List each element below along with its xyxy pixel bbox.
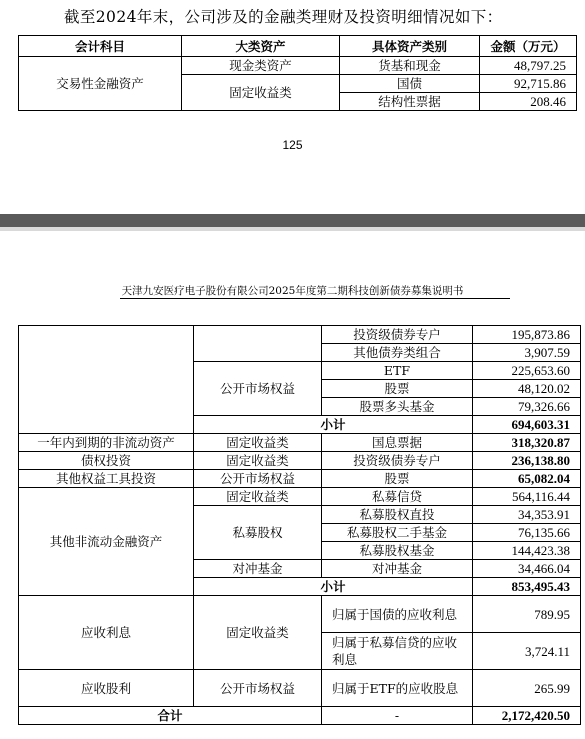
asset-type: 股票多头基金 bbox=[322, 398, 473, 416]
amount: 789.95 bbox=[473, 596, 581, 633]
total-row bbox=[19, 707, 581, 725]
asset-type: 其他债券类组合 bbox=[322, 344, 473, 362]
amount: 48,120.02 bbox=[473, 380, 581, 398]
asset-type: 私募股权基金 bbox=[322, 542, 473, 560]
table-row bbox=[19, 488, 581, 506]
group-label: 交易性金融资产 bbox=[19, 57, 182, 111]
asset-type: 归属于国债的应收利息 bbox=[322, 596, 473, 633]
asset-type: ETF bbox=[322, 362, 473, 380]
account: 其他非流动金融资产 bbox=[19, 488, 194, 596]
asset-class: 私募股权 bbox=[194, 506, 322, 560]
page-separator bbox=[0, 214, 585, 227]
amount: 236,138.80 bbox=[473, 452, 581, 470]
title-underline bbox=[120, 298, 510, 299]
page-separator-shadow bbox=[0, 227, 585, 231]
asset-class: 公开市场权益 bbox=[194, 362, 322, 416]
asset-type: 国息票据 bbox=[322, 434, 473, 452]
amount: 34,353.91 bbox=[473, 506, 581, 524]
account: 其他权益工具投资 bbox=[19, 470, 194, 488]
asset-class: 固定收益类 bbox=[194, 434, 322, 452]
total-label: 合计 bbox=[19, 707, 322, 725]
account: 应收股利 bbox=[19, 670, 194, 707]
asset-type: 私募信贷 bbox=[322, 488, 473, 506]
table-row bbox=[19, 452, 581, 470]
table-row bbox=[19, 326, 581, 344]
asset-type: 股票 bbox=[322, 470, 473, 488]
amount: 48,797.25 bbox=[480, 57, 577, 75]
subtotal-label: 小计 bbox=[194, 416, 473, 434]
account: 应收利息 bbox=[19, 596, 194, 670]
asset-class: 现金类资产 bbox=[182, 57, 340, 75]
amount: 144,423.38 bbox=[473, 542, 581, 560]
financial-table-top bbox=[18, 35, 577, 111]
asset-type: 投资级债券专户 bbox=[322, 452, 473, 470]
amount: 3,724.11 bbox=[473, 633, 581, 670]
amount: 92,715.86 bbox=[480, 75, 577, 93]
total-amount: 2,172,420.50 bbox=[473, 707, 581, 725]
total-dash: - bbox=[322, 707, 473, 725]
header-account: 会计科目 bbox=[19, 36, 182, 57]
asset-type: 国债 bbox=[340, 75, 480, 93]
asset-type: 货基和现金 bbox=[340, 57, 480, 75]
asset-type: 对冲基金 bbox=[322, 560, 473, 578]
header-asset-class: 大类资产 bbox=[182, 36, 340, 57]
table-row bbox=[19, 670, 581, 707]
asset-type: 股票 bbox=[322, 380, 473, 398]
subtotal-amount: 853,495.43 bbox=[473, 578, 581, 596]
account: 债权投资 bbox=[19, 452, 194, 470]
asset-class: 固定收益类 bbox=[194, 452, 322, 470]
table-row bbox=[19, 57, 577, 75]
amount: 76,135.66 bbox=[473, 524, 581, 542]
class-cell-empty bbox=[194, 326, 322, 362]
subtotal-amount: 694,603.31 bbox=[473, 416, 581, 434]
asset-type: 投资级债券专户 bbox=[322, 326, 473, 344]
amount: 318,320.87 bbox=[473, 434, 581, 452]
asset-type: 归属于ETF的应收股息 bbox=[322, 670, 473, 707]
amount: 79,326.66 bbox=[473, 398, 581, 416]
asset-class: 公开市场权益 bbox=[194, 670, 322, 707]
amount: 65,082.04 bbox=[473, 470, 581, 488]
asset-type: 归属于私募信贷的应收利息 bbox=[322, 633, 473, 670]
asset-class: 固定收益类 bbox=[182, 75, 340, 111]
amount: 225,653.60 bbox=[473, 362, 581, 380]
asset-type: 结构性票据 bbox=[340, 93, 480, 111]
asset-type: 私募股权二手基金 bbox=[322, 524, 473, 542]
account-cell-empty bbox=[19, 326, 194, 434]
amount: 265.99 bbox=[473, 670, 581, 707]
asset-class: 对冲基金 bbox=[194, 560, 322, 578]
table-row bbox=[19, 470, 581, 488]
amount: 3,907.59 bbox=[473, 344, 581, 362]
table-row bbox=[19, 434, 581, 452]
financial-table-continued bbox=[18, 325, 581, 725]
header-amount: 金额（万元） bbox=[480, 36, 577, 57]
subtotal-label: 小计 bbox=[194, 578, 473, 596]
asset-class: 固定收益类 bbox=[194, 488, 322, 506]
asset-class: 公开市场权益 bbox=[194, 470, 322, 488]
page-number: 125 bbox=[282, 138, 303, 152]
amount: 195,873.86 bbox=[473, 326, 581, 344]
account: 一年内到期的非流动资产 bbox=[19, 434, 194, 452]
asset-class: 固定收益类 bbox=[194, 596, 322, 670]
amount: 208.46 bbox=[480, 93, 577, 111]
header-asset-type: 具体资产类别 bbox=[340, 36, 480, 57]
amount: 564,116.44 bbox=[473, 488, 581, 506]
asset-type: 私募股权直投 bbox=[322, 506, 473, 524]
table-row bbox=[19, 596, 581, 633]
document-title: 天津九安医疗电子股份有限公司2025年度第二期科技创新债券募集说明书 bbox=[121, 285, 464, 297]
intro-text: 截至2024年末，公司涉及的金融类理财及投资明细情况如下： bbox=[64, 8, 503, 26]
amount: 34,466.04 bbox=[473, 560, 581, 578]
